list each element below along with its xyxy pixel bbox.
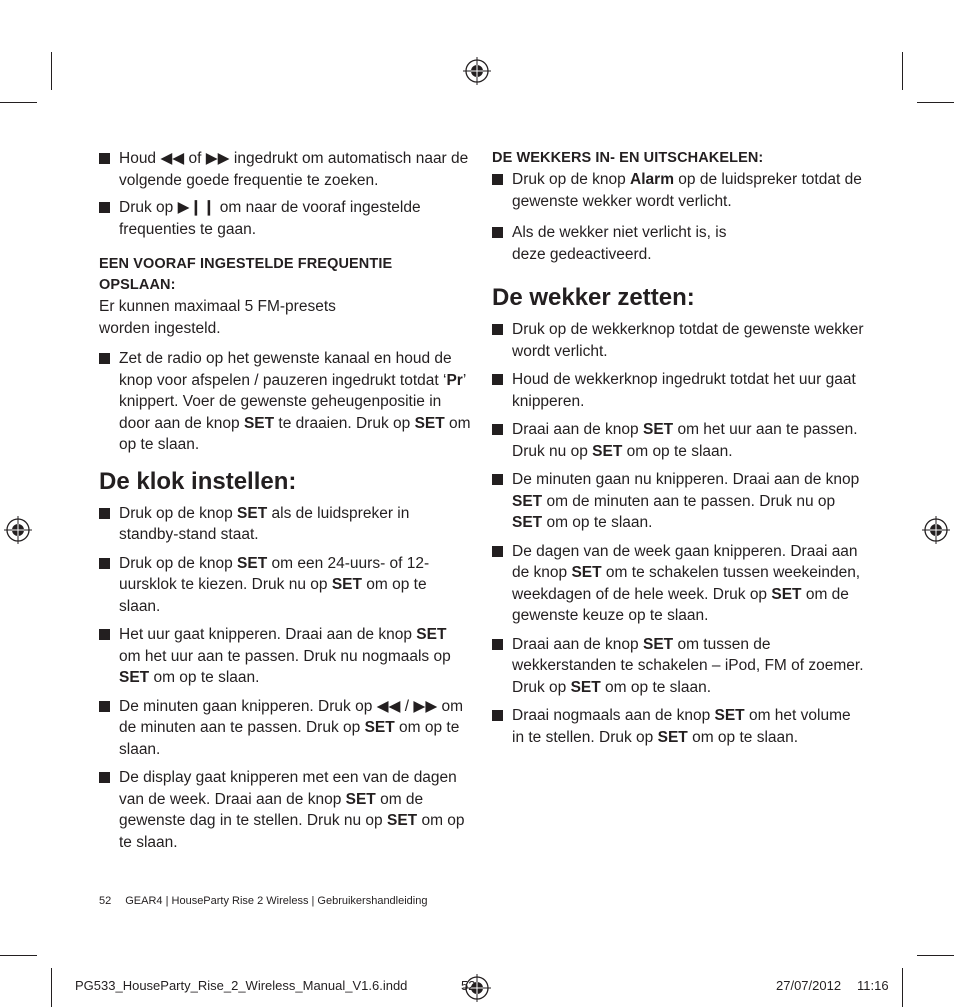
list-item: De minuten gaan knipperen. Druk op ◀◀ / ▶▶ om de minuten aan te passen. Druk op SET om op te slaan. [99, 696, 471, 761]
crop-mark [902, 52, 903, 90]
section-heading: EEN VOORAF INGESTELDE FREQUENTIE OPSLAAN: [99, 256, 393, 293]
bullet-square-icon [99, 558, 110, 569]
list-item: Houd de wekkerknop ingedrukt totdat het uur gaat knipperen. [492, 369, 864, 412]
bullet-square-icon [99, 772, 110, 783]
list-item: Draai nogmaals aan de knop SET om het volume in te stellen. Druk op SET om op te slaan. [492, 705, 864, 748]
registration-mark-icon [4, 516, 32, 544]
page-number: 52 [99, 895, 112, 907]
bullet-square-icon [99, 353, 110, 364]
bullet-square-icon [492, 639, 503, 650]
footer-brand: GEAR4 | HouseParty Rise 2 Wireless | Gebruikershandleiding [125, 895, 428, 907]
crop-mark [917, 955, 954, 956]
left-column [99, 148, 471, 853]
slug-date: 27/07/2012 [776, 978, 842, 993]
rewind-icon: ◀◀ [160, 150, 185, 167]
list-item: De dagen van de week gaan knipperen. Draai aan de knop SET om te schakelen tussen weekeinden, weekdagen of de hele week. Druk op SET om de gewenste keuze op te slaan. [492, 541, 864, 627]
crop-mark [0, 955, 37, 956]
bullet-square-icon [99, 202, 110, 213]
list-item: Druk op de knop Alarm op de luidspreker totdat de gewenste wekker wordt verlicht. [492, 169, 864, 212]
bullet-square-icon [99, 153, 110, 164]
bullet-square-icon [99, 629, 110, 640]
right-column [492, 148, 864, 748]
bullet-square-icon [492, 546, 503, 557]
rewind-icon: ◀◀ [376, 697, 401, 715]
list-item: Als de wekker niet verlicht is, is deze gedeactiveerd. [492, 222, 762, 265]
fast-forward-icon: ▶▶ [413, 697, 438, 715]
bullet-square-icon [99, 701, 110, 712]
registration-mark-icon [463, 57, 491, 85]
page-footer [99, 895, 427, 907]
list-item: De display gaat knipperen met een van de dagen van de week. Draai aan de knop SET om de gewenste dag in te stellen. Druk nu op SET om op te slaan. [99, 767, 471, 853]
section-heading: DE WEKKERS IN- EN UITSCHAKELEN: [492, 150, 764, 166]
slug-time: 11:16 [857, 978, 889, 993]
slug-page: 52 [461, 978, 476, 993]
list-item: Druk op de wekkerknop totdat de gewenste wekker wordt verlicht. [492, 319, 864, 362]
slug-filename: PG533_HouseParty_Rise_2_Wireless_Manual_V1.6.indd [75, 978, 408, 993]
crop-mark [51, 968, 52, 1007]
section-title: De wekker zetten: [492, 284, 695, 311]
bullet-square-icon [492, 374, 503, 385]
registration-mark-icon [922, 516, 950, 544]
bullet-square-icon [492, 324, 503, 335]
crop-mark [902, 968, 903, 1007]
list-item: Zet de radio op het gewenste kanaal en houd de knop voor afspelen / pauzeren ingedrukt totdat ‘Pr’ knippert. Voer de gewenste geheugenpositie in door aan de knop SET te draaien. Druk op SET om op te slaan. [99, 348, 471, 456]
list-item: Draai aan de knop SET om het uur aan te passen. Druk nu op SET om op te slaan. [492, 419, 864, 462]
bullet-square-icon [492, 174, 503, 185]
bullet-square-icon [492, 424, 503, 435]
list-item: Het uur gaat knipperen. Draai aan de knop SET om het uur aan te passen. Druk nu nogmaals op SET om op te slaan. [99, 624, 471, 689]
list-item: Druk op ▶❙❙ om naar de vooraf ingestelde frequenties te gaan. [99, 197, 471, 240]
bullet-square-icon [99, 508, 110, 519]
crop-mark [0, 102, 37, 103]
bullet-square-icon [492, 227, 503, 238]
list-item: De minuten gaan nu knipperen. Draai aan de knop SET om de minuten aan te passen. Druk nu op SET om op te slaan. [492, 469, 864, 534]
paragraph: Er kunnen maximaal 5 FM-presets worden ingesteld. [99, 298, 336, 337]
page-title: De klok instellen: [99, 467, 297, 495]
list-item: Druk op de knop SET als de luidspreker in standby-stand staat. [99, 503, 471, 546]
bullet-square-icon [492, 474, 503, 485]
crop-mark [51, 52, 52, 90]
list-item: Houd ◀◀ of ▶▶ ingedrukt om automatisch naar de volgende goede frequentie te zoeken. [99, 148, 471, 191]
list-item: Druk op de knop SET om een 24-uurs- of 12-uursklok te kiezen. Druk nu op SET om op te slaan. [99, 553, 471, 618]
fast-forward-icon: ▶▶ [205, 150, 230, 167]
list-item: Draai aan de knop SET om tussen de wekkerstanden te schakelen – iPod, FM of zoemer. Druk op SET om op te slaan. [492, 634, 864, 699]
crop-mark [917, 102, 954, 103]
play-pause-icon: ▶❙❙ [177, 199, 216, 216]
bullet-square-icon [492, 710, 503, 721]
